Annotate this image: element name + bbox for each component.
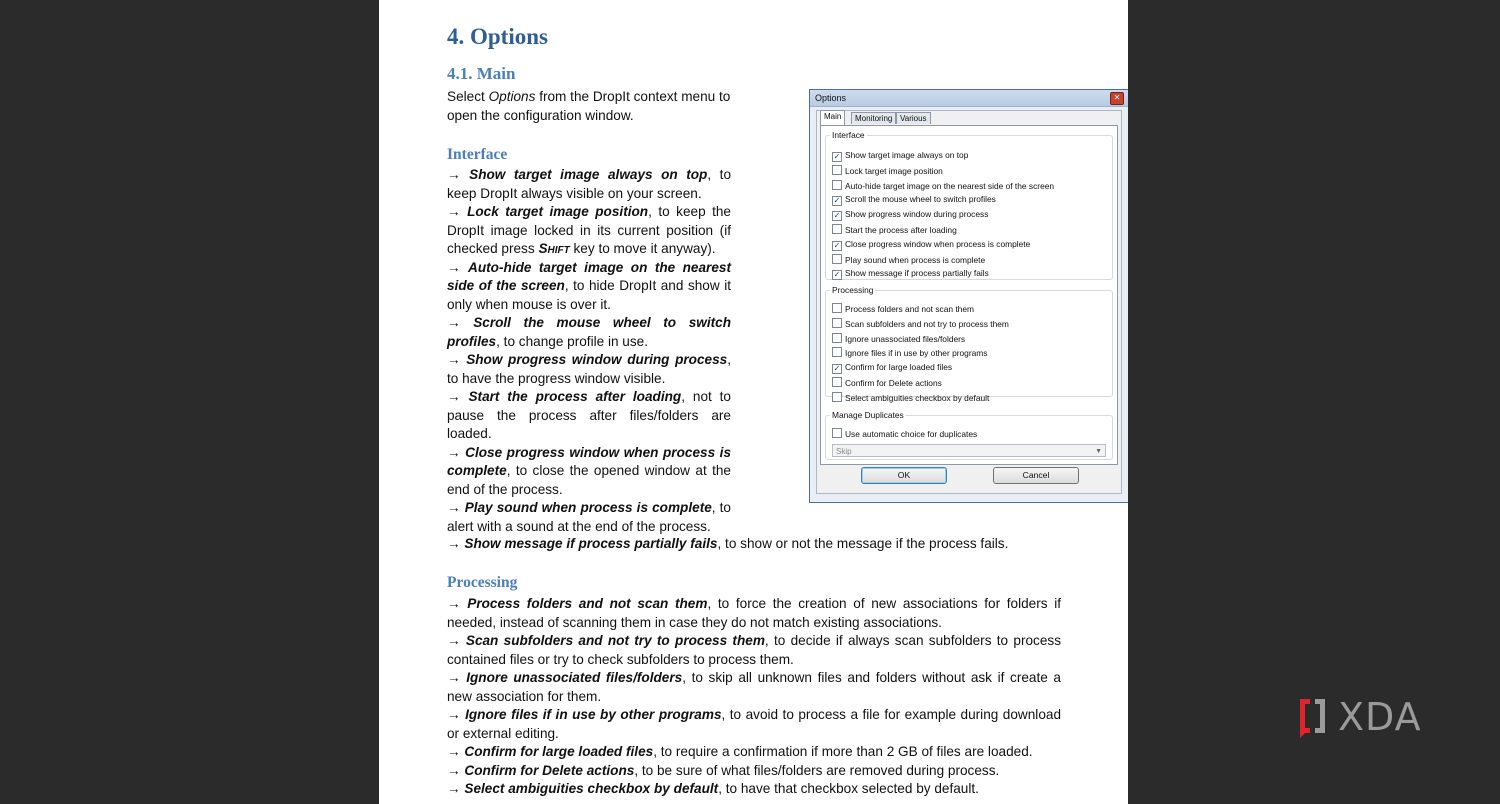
checkbox-checked-icon[interactable]: ✓ [833, 240, 841, 250]
processing-section [447, 573, 1061, 799]
options-dialog [809, 89, 1128, 503]
interface-section [447, 145, 731, 536]
item-term: Play sound when process is complete [464, 500, 712, 515]
item-term: Show progress window during process [466, 352, 728, 367]
checkbox-option[interactable] [832, 362, 952, 374]
list-item: → Show target image always on top, to keep DropIt always visible on your screen. [447, 167, 732, 201]
list-item: → Ignore unassociated files/folders, to skip all unknown files and folders without ask if create a new association for them. [447, 670, 1061, 704]
item-term: Show target image always on top [469, 167, 708, 182]
processing-heading: Processing [447, 574, 518, 591]
intro-emphasis: Options [488, 89, 536, 104]
checkbox-unchecked-icon[interactable] [832, 333, 842, 343]
dialog-title: Options [815, 93, 847, 103]
interface-last-item: → Show message if process partially fails, to show or not the message if the process fails. [447, 536, 1009, 551]
interface-group-legend: Interface [832, 130, 865, 140]
checkbox-unchecked-icon[interactable] [832, 303, 842, 313]
checkbox-unchecked-icon[interactable] [832, 377, 842, 387]
item-desc: , to change profile in use. [496, 333, 649, 349]
item-desc: , to have that checkbox selected by default. [718, 781, 979, 796]
interface-group [825, 130, 1113, 280]
processing-list [447, 595, 1061, 799]
item-term: Close progress window when process is complete [447, 444, 731, 478]
list-item: → Confirm for large loaded files, to require a confirmation if more than 2 GB of files are loaded. [447, 744, 1033, 759]
duplicates-select-value: Skip [836, 447, 852, 456]
item-key: Shift [538, 241, 570, 256]
checkbox-unchecked-icon[interactable] [832, 318, 842, 328]
checkbox-option[interactable] [832, 377, 942, 389]
checkbox-label: Auto-hide target image on the nearest side of the screen [845, 180, 1055, 191]
subsection-heading: 4.1. Main [447, 64, 516, 83]
list-item: → Scan subfolders and not try to process them, to decide if always scan subfolders to process contained files or try to check subfolders to process them. [447, 633, 1061, 667]
checkbox-unchecked-icon[interactable] [832, 224, 842, 234]
checkbox-checked-icon[interactable]: ✓ [833, 196, 841, 206]
checkbox-label: Ignore unassociated files/folders [845, 333, 966, 344]
item-desc: , to decide if always scan subfolders to process contained files or try to check subfolders to process them. [447, 633, 1061, 667]
checkbox-unchecked-icon[interactable] [832, 254, 842, 264]
checkbox-label: Start the process after loading [845, 225, 957, 235]
checkbox-label: Select ambiguities checkbox by default [845, 392, 990, 403]
intro-text: Select [447, 89, 489, 104]
checkbox-option[interactable] [832, 333, 965, 345]
tab-monitoring[interactable]: Monitoring [851, 112, 896, 124]
checkbox-label: Show target image always on top [845, 150, 969, 160]
close-icon[interactable]: ✕ [1110, 92, 1124, 105]
checkbox-label: Lock target image position [845, 165, 943, 176]
checkbox-label: Play sound when process is complete [845, 254, 986, 265]
list-item: → Close progress window when process is complete, to close the opened window at the end of the process. [447, 444, 731, 497]
duplicates-select[interactable] [832, 444, 1106, 457]
checkbox-checked-icon[interactable]: ✓ [833, 152, 841, 161]
checkbox-unchecked-icon[interactable] [832, 180, 842, 190]
item-term: Lock target image position [467, 204, 649, 219]
item-term: Auto-hide target image on the nearest side of the screen [447, 259, 731, 293]
checkbox-label: Confirm for Delete actions [845, 378, 942, 388]
item-term: Show message if process partially fails [464, 536, 718, 551]
checkbox-checked-icon[interactable]: ✓ [833, 270, 841, 280]
list-item: → Ignore files if in use by other programs, to avoid to process a file for example during download or external editing. [447, 707, 1062, 741]
checkbox-unchecked-icon[interactable] [832, 392, 842, 402]
item-term: Start the process after loading [468, 389, 682, 404]
interface-heading: Interface [447, 146, 508, 163]
checkbox-option[interactable] [832, 254, 985, 266]
item-term: Scroll the mouse wheel to switch profiles [447, 315, 731, 349]
checkbox-checked-icon[interactable]: ✓ [833, 364, 841, 374]
item-desc: , to force the creation of new associations for folders if needed, instead of scanning them in case they do not match existing associations. [447, 596, 1062, 630]
processing-group-legend: Processing [832, 285, 874, 295]
item-desc: , to keep the DropIt image locked in its current position (if checked press [447, 204, 731, 256]
checkbox-option[interactable] [832, 194, 996, 206]
item-desc: , to have the progress window visible. [447, 352, 731, 386]
item-desc: , to keep DropIt always visible on your screen. [447, 167, 732, 201]
checkbox-label: Confirm for large loaded files [845, 362, 953, 373]
checkbox-unchecked-icon[interactable] [832, 428, 842, 438]
list-item: → Play sound when process is complete, to alert with a sound at the end of the process. [447, 500, 731, 534]
checkbox-label: Scroll the mouse wheel to switch profiles [845, 194, 996, 205]
chevron-down-icon: ▼ [1095, 448, 1102, 455]
list-item: → Select ambiguities checkbox by default, to have that checkbox selected by default. [447, 781, 979, 796]
item-desc: , to show or not the message if the process fails. [717, 536, 1009, 551]
list-item: → Process folders and not scan them, to force the creation of new associations for folders if needed, instead of scanning them in case they do not match existing associations. [447, 596, 1062, 630]
checkbox-label: Close progress window when process is complete [845, 238, 1031, 249]
list-item: → Show progress window during process, to have the progress window visible. [447, 352, 731, 386]
checkbox-label: Show progress window during process [845, 209, 989, 220]
checkbox-option[interactable] [832, 224, 957, 236]
checkbox-option[interactable] [832, 165, 943, 177]
checkbox-label: Ignore files if in use by other programs [845, 348, 988, 359]
list-item: → Lock target image position, to keep the DropIt image locked in its current position (if checked press Shift key to move it anyway). [447, 204, 731, 256]
list-item: → Auto-hide target image on the nearest side of the screen, to hide DropIt and show it only when mouse is over it. [447, 259, 731, 312]
checkbox-checked-icon[interactable]: ✓ [833, 211, 841, 221]
checkbox-unchecked-icon[interactable] [832, 347, 842, 357]
checkbox-option[interactable] [832, 347, 987, 359]
document-page [379, 0, 1128, 804]
checkbox-label: Process folders and not scan them [845, 304, 974, 314]
item-desc: , to skip all unknown files and folders without ask if create a new association for them. [447, 670, 1061, 704]
interface-list [447, 166, 731, 536]
checkbox-option[interactable] [832, 318, 1009, 330]
dialog-body [816, 110, 1122, 494]
item-term: Ignore unassociated files/folders [466, 670, 683, 685]
duplicates-group [825, 410, 1113, 460]
xda-logo-text: XDA [1338, 695, 1422, 739]
checkbox-label: Use automatic choice for duplicates [845, 429, 978, 439]
item-term: Confirm for Delete actions [464, 762, 635, 778]
cancel-button[interactable]: Cancel [993, 467, 1079, 484]
processing-group [825, 285, 1113, 403]
checkbox-label: Show message if process partially fails [845, 268, 989, 279]
item-desc-end: key to move it anyway). [569, 241, 716, 256]
intro-text-end: from the DropIt context menu to open the configuration window. [447, 89, 731, 123]
checkbox-option[interactable] [832, 180, 1054, 192]
item-term: Select ambiguities checkbox by default [464, 781, 719, 796]
item-desc: , to avoid to process a file for example during download or external editing. [447, 707, 1062, 741]
checkbox-option[interactable] [832, 303, 974, 315]
xda-logo-icon [1298, 694, 1448, 740]
tab-panel-main [820, 125, 1118, 465]
item-desc: , not to pause the process after files/folders are loaded. [447, 389, 731, 441]
item-desc: , to require a confirmation if more than 2 GB of files are loaded. [653, 744, 1033, 759]
checkbox-option[interactable] [832, 392, 989, 404]
item-desc: , to close the opened window at the end of the process. [447, 463, 731, 497]
checkbox-unchecked-icon[interactable] [832, 165, 842, 175]
checkbox-option[interactable] [832, 268, 989, 280]
item-desc: , to alert with a sound at the end of the process. [447, 500, 731, 534]
intro-paragraph [447, 88, 731, 125]
tab-various[interactable]: Various [896, 112, 931, 124]
checkbox-label: Scan subfolders and not try to process them [845, 318, 1009, 329]
item-term: Confirm for large loaded files [464, 744, 654, 759]
duplicates-group-legend: Manage Duplicates [832, 410, 904, 420]
item-term: Scan subfolders and not try to process them [465, 633, 765, 648]
ok-button[interactable]: OK [861, 467, 947, 484]
checkbox-option[interactable] [832, 209, 988, 221]
list-item: → Scroll the mouse wheel to switch profiles, to change profile in use. [447, 315, 731, 349]
checkbox-option[interactable] [832, 239, 1030, 251]
tab-main[interactable]: Main [820, 110, 845, 125]
list-item: → Start the process after loading, not to pause the process after files/folders are loaded. [447, 389, 731, 441]
dialog-titlebar [810, 90, 1128, 107]
list-item: → Confirm for Delete actions, to be sure of what files/folders are removed during process. [447, 762, 1000, 778]
item-desc: , to be sure of what files/folders are removed during process. [634, 762, 1000, 778]
checkbox-option[interactable] [832, 428, 977, 440]
item-term: Ignore files if in use by other programs [465, 707, 722, 722]
item-desc: , to hide DropIt and show it only when mouse is over it. [447, 278, 731, 312]
item-term: Process folders and not scan them [467, 596, 708, 611]
section-heading: 4. Options [447, 24, 548, 49]
checkbox-option[interactable] [832, 150, 968, 162]
